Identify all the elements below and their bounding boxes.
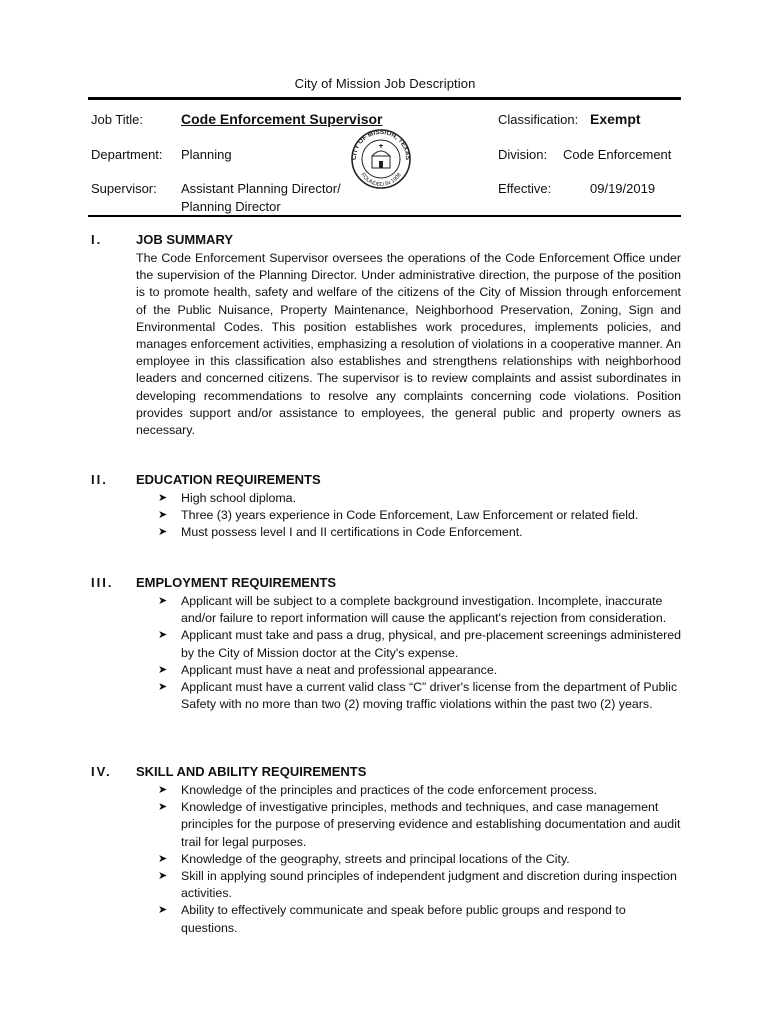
- section-number: II.: [91, 472, 108, 487]
- list-item-text: Knowledge of the principles and practices of the code enforcement process.: [181, 783, 598, 797]
- list-item: [158, 662, 683, 679]
- svg-text:FOUNDED IN 1908: [359, 172, 402, 188]
- job-title-label: Job Title:: [91, 112, 144, 127]
- arrowhead-bullet-icon: ➤: [158, 509, 168, 522]
- list-item-text: Three (3) years experience in Code Enforcement, Law Enforcement or related field.: [181, 508, 639, 523]
- section-heading: SKILL AND ABILITY REQUIREMENTS: [136, 764, 367, 779]
- header-rule-top: [88, 97, 681, 100]
- arrowhead-bullet-icon: ➤: [158, 492, 168, 504]
- arrowhead-bullet-icon: ➤: [158, 663, 168, 676]
- employment-list: [158, 593, 683, 713]
- seal-text-bottom: FOUNDED IN 1908: [359, 172, 403, 189]
- city-seal-icon: [346, 128, 416, 190]
- section-number: IV.: [91, 764, 112, 779]
- education-list: [158, 490, 683, 542]
- header-rule-bottom: [88, 215, 681, 217]
- job-title-value: Code Enforcement Supervisor: [181, 111, 383, 127]
- section-paragraph: The Code Enforcement Supervisor oversees the operations of the Code Enforcement Office under the supervision of the Planning Director. Under administrative direction, the purpose of the position is to promote health, safety and welfare of the citizens of the City of Mission through enforcement of the Public Nuisance, Property Maintenance, Neighborhood Preservation, Zoning, Sign and Environmental Codes. This position establishes work procedures, implements policies, and manages enforcement activities, emphasizing a resolution of violations in a cooperative manner. An employee in this classification also establishes and strengthens relationships with neighborhood leaders and concerned citizens. The supervisor is to review complaints and assist subordinates in developing recommendations to resolve any complaints concerning code violations. Position provides support and/or assistance to employees, the general public and property owners as necessary.: [136, 251, 681, 438]
- list-item-text: Knowledge of investigative principles, methods and techniques, and case management principles for the purpose of preserving evidence and establishing documentation and audit trail for legal purposes.: [181, 800, 681, 849]
- list-item: [158, 490, 683, 507]
- list-item: [158, 902, 683, 936]
- section-heading: EDUCATION REQUIREMENTS: [136, 472, 321, 487]
- arrowhead-bullet-icon: ➤: [158, 681, 168, 694]
- section-education: [91, 472, 691, 562]
- classification-value: Exempt: [590, 111, 641, 127]
- department-value: Planning: [181, 147, 232, 162]
- section-heading: JOB SUMMARY: [136, 232, 234, 247]
- list-item: [158, 799, 683, 851]
- list-item-text: Ability to effectively communicate and speak before public groups and respond to questions.: [181, 903, 626, 935]
- list-item: [158, 851, 683, 868]
- list-item: [158, 868, 683, 902]
- arrowhead-bullet-icon: ➤: [158, 595, 168, 607]
- list-item: [158, 782, 683, 799]
- document-title: City of Mission Job Description: [294, 76, 476, 91]
- classification-label: Classification:: [498, 112, 579, 127]
- supervisor-label: Supervisor:: [91, 181, 157, 196]
- list-item: [158, 593, 683, 627]
- section-employment: [91, 575, 691, 755]
- arrowhead-bullet-icon: ➤: [158, 784, 168, 796]
- division-value: Code Enforcement: [563, 147, 672, 162]
- list-item-text: Must possess level I and II certifications in Code Enforcement.: [181, 525, 523, 540]
- section-number: III.: [91, 575, 114, 590]
- list-item-text: Applicant must have a neat and professional appearance.: [181, 662, 498, 677]
- section-number: I.: [91, 232, 103, 247]
- list-item-text: Knowledge of the geography, streets and principal locations of the City.: [181, 851, 570, 866]
- list-item: [158, 524, 683, 541]
- list-item-text: Applicant must have a current valid class “C” driver's license from the department of Public Safety with no more than two (2) moving traffic violations within the past two (2) years.: [181, 680, 678, 712]
- list-item: [158, 627, 683, 661]
- list-item-text: Applicant must take and pass a drug, physical, and pre-placement screenings administered by the City of Mission doctor at the City's expense.: [181, 628, 682, 660]
- list-item-text: High school diploma.: [181, 491, 297, 505]
- effective-value: 09/19/2019: [590, 181, 656, 196]
- list-item-text: Skill in applying sound principles of independent judgment and discretion during inspection activities.: [181, 869, 677, 901]
- effective-label: Effective:: [498, 181, 552, 196]
- section-job-summary: [91, 232, 691, 462]
- list-item: [158, 507, 683, 524]
- department-label: Department:: [91, 147, 163, 162]
- arrowhead-bullet-icon: ➤: [158, 870, 168, 883]
- list-item: [158, 679, 683, 713]
- seal-text-top: CITY OF MISSION, TEXAS: [350, 128, 412, 161]
- section-skills: [91, 764, 691, 944]
- supervisor-value-line1: Assistant Planning Director/: [181, 181, 341, 196]
- arrowhead-bullet-icon: ➤: [158, 904, 168, 917]
- section-heading: EMPLOYMENT REQUIREMENTS: [136, 575, 337, 590]
- skills-list: [158, 782, 683, 937]
- supervisor-value-line2: Planning Director: [181, 199, 281, 214]
- list-item-text: Applicant will be subject to a complete background investigation. Incomplete, inaccurate and/or failure to report information will cause the applicant's rejection from consideration.: [181, 594, 667, 626]
- arrowhead-bullet-icon: ➤: [158, 852, 168, 865]
- division-label: Division:: [498, 147, 548, 162]
- arrowhead-bullet-icon: ➤: [158, 526, 168, 539]
- arrowhead-bullet-icon: ➤: [158, 801, 168, 814]
- arrowhead-bullet-icon: ➤: [158, 629, 168, 642]
